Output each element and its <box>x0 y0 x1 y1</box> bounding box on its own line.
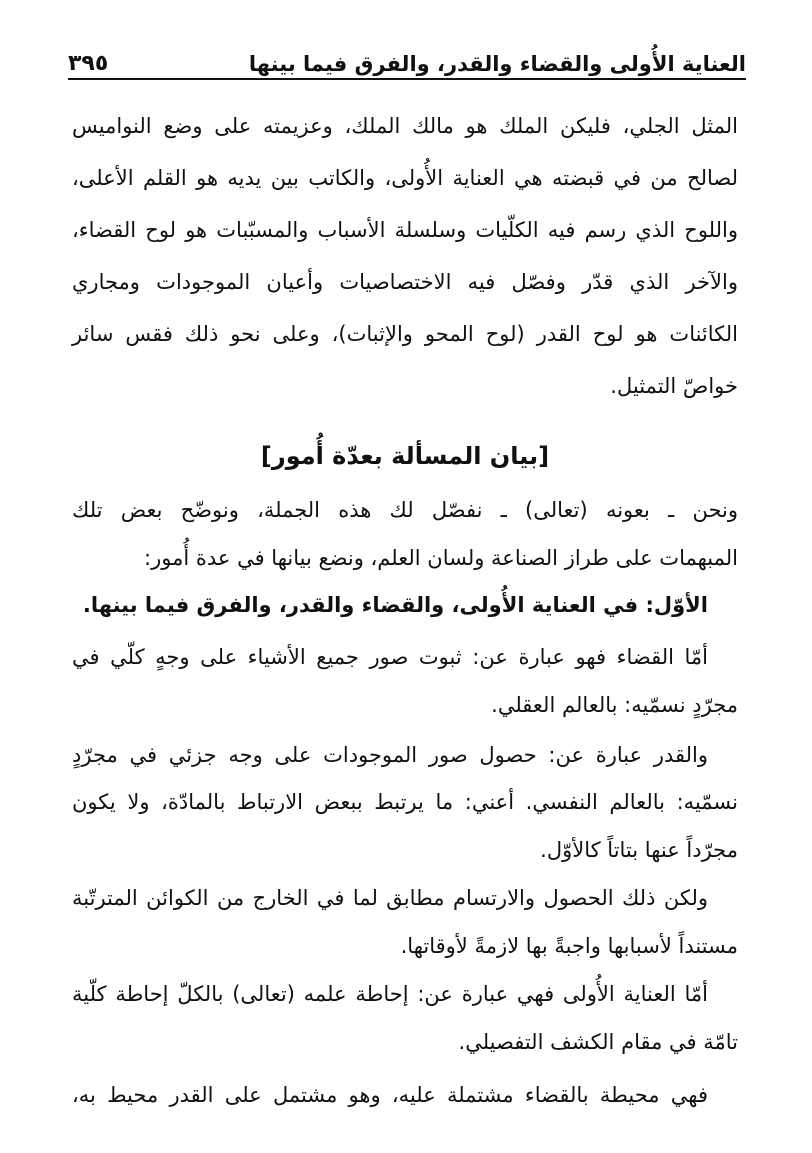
section-heading: [بيان المسألة بعدّة أُمور] <box>260 442 550 470</box>
running-title: العناية الأُولى والقضاء والقدر، والفرق فيما بينها <box>248 52 746 76</box>
page-number: ٣٩٥ <box>68 51 109 76</box>
body-line: واللوح الذي رسم فيه الكلّيات وسلسلة الأسباب والمسبّبات هو لوح القضاء، <box>72 218 738 242</box>
body-line: لصالح من في قبضته هي العناية الأُولى، والكاتب بين يديه هو القلم الأعلى، <box>72 166 738 190</box>
body-line: ونحن ـ بعونه (تعالى) ـ نفصّل لك هذه الجملة، ونوضّح بعض تلك <box>72 498 738 522</box>
body-line: والقدر عبارة عن: حصول صور الموجودات على وجه جزئي في مجرّدٍ <box>72 743 708 767</box>
body-line: تامّة في مقام الكشف التفصيلي. <box>458 1030 738 1054</box>
body-line: ولكن ذلك الحصول والارتسام مطابق لما في الخارج من الكوائن المترتّبة <box>72 886 708 910</box>
body-line: المبهمات على طراز الصناعة ولسان العلم، ونضع بيانها في عدة أُمور: <box>144 546 738 570</box>
body-line: المثل الجلي، فليكن الملك هو مالك الملك، وعزيمته على وضع النواميس <box>72 114 738 138</box>
body-line-bold: الأوّل: في العناية الأُولى، والقضاء والقدر، والفرق فيما بينها. <box>82 593 708 617</box>
body-line: خواصّ التمثيل. <box>610 374 738 398</box>
body-line: مجرّدٍ نسمّيه: بالعالم العقلي. <box>491 693 738 717</box>
body-line: أمّا العناية الأُولى فهي عبارة عن: إحاطة علمه (تعالى) بالكلّ إحاطة كلّية <box>72 982 708 1006</box>
body-line: الكائنات هو لوح القدر (لوح المحو والإثبات)، وعلى نحو ذلك فقس سائر <box>72 322 738 346</box>
page-body <box>72 0 738 1153</box>
body-line: فهي محيطة بالقضاء مشتملة عليه، وهو مشتمل على القدر محيط به، <box>72 1083 708 1107</box>
body-line: أمّا القضاء فهو عبارة عن: ثبوت صور جميع الأشياء على وجهٍ كلّي في <box>72 645 708 669</box>
body-line: نسمّيه: بالعالم النفسي. أعني: ما يرتبط ببعض الارتباط بالمادّة، ولا يكون <box>72 790 738 814</box>
body-line: مستنداً لأسبابها واجبةً بها لازمةً لأوقاتها. <box>400 934 738 958</box>
body-line: مجرّداً عنها بتاتاً كالأوّل. <box>540 838 738 862</box>
body-line: والآخر الذي قدّر وفصّل فيه الاختصاصيات وأعيان الموجودات ومجاري <box>72 270 738 294</box>
